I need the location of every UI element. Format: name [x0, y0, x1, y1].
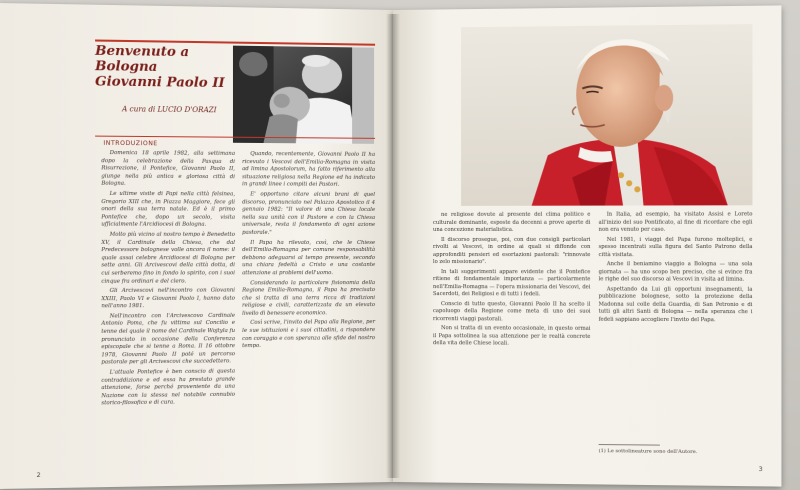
- pope-portrait-photo: [461, 24, 752, 206]
- left-page: [0, 3, 393, 489]
- paragraph: Considerando la particolare fisionomia della Regione Emilia-Romagna, il Papa ha precisato che si tratta di una terra ricca di tradizioni religiose e civili, caratterizzata da un elevato livello di benessere economico.: [242, 279, 376, 317]
- paragraph: Il discorso prosegue, poi, con due consigli particolari rivolti ai Vescovi, in ordine ai quali si diffonde con approfonditi pensieri ed esortazioni pastorali: "rinnovate lo zelo missionario".: [432, 236, 591, 266]
- article-credit: A cura di LUCIO D'ORAZI: [122, 105, 217, 115]
- left-column-2: [242, 151, 375, 353]
- booklet-spine: [386, 14, 400, 478]
- paragraph: Nell'incontro con l'Arcivescovo Cardinale Antonio Poma, che fu vittima sul Concilio e tenne del quale il nome del Cardinale Wojtyla fu pronunciato in occasione della Conferenza episcopale che si tenne a Roma. Il 16 ottobre 1978, Giovanni Paolo II poté un percorso pastorale per gli Arcivescovi che succedettero.: [101, 312, 236, 367]
- paragraph: Nel 1981, i viaggi del Papa furono molteplici, e spesso incentrati sulla figura del Santo Patrono della città visitata.: [598, 236, 753, 258]
- right-column-1: [433, 212, 590, 351]
- title-line-2: Giovanni Paolo II: [95, 74, 225, 92]
- paragraph: Non si tratta di un evento occasionale, in questo ormai il Papa sottolinea la sua attenzione per le realtà concrete della vita delle Chiese locali.: [432, 325, 591, 347]
- paragraph: ne religiose dovute al presente del clima politico e culturale dominante, esposte da decenni a prove aperte di una concezione materialistica.: [432, 211, 591, 233]
- paragraph: Conscio di tutto questo, Giovanni Paolo II ha scelto il capoluogo della Regione come meta di uno dei suoi ricorrenti viaggi pastorali.: [432, 300, 591, 322]
- paragraph: Anche il beniamino viaggio a Bologna — una sola giornata — ha uno scopo ben preciso, che si evince fra le righe del suo discorso ai Vescovi in visita ad limina.: [598, 261, 753, 283]
- left-column-1: [101, 150, 235, 411]
- page-number-left: 2: [36, 471, 41, 480]
- paragraph: Aspettando da Lui gli opportuni insegnamenti, la pubblicazione bolognese, sotto la protezione della Madonna sul colle della Guardia, di San Petronio e di tutti gli altri Santi di Bologna — nella speranza che i fedeli sappiano accogliere l'invito del Papa.: [598, 285, 753, 323]
- page-number-right: 3: [758, 465, 763, 474]
- footnote-rule: [599, 444, 660, 446]
- article-title: [95, 44, 229, 92]
- pope-with-child-photo: [233, 46, 374, 144]
- right-page: [393, 5, 781, 486]
- section-heading: INTRODUZIONE: [103, 139, 158, 148]
- title-line-1: Benvenuto a Bologna: [95, 43, 190, 76]
- paragraph: L'attuale Pontefice è ben conscio di questa contraddizione e ed essa ha prestato grande attenzione, forse perché proveniente da una Nazione con la stessa nel notabile connubio storico-filosofico e di cura.: [101, 368, 236, 407]
- paragraph: Domenica 18 aprile 1982, alla settimana dopo la celebrazione della Pasqua di Risurrezione, il Pontefice, Giovanni Paolo II, giunge nella più antica e gloriosa città di Bologna.: [101, 150, 236, 188]
- paragraph: Le ultime visite di Papi nella città felsinea, Gregorio XIII che, in Piazza Maggiore, fece gli onori della sua terra natale. Ed è il primo Pontefice che, dopo un secolo, visita ufficialmente l'Arcidiocesi di Bologna.: [101, 190, 236, 229]
- paragraph: Quando, recentemente, Giovanni Paolo II ha ricevuto i Vescovi dell'Emilia-Romagna in visita ad limina Apostolorum, ha fatto riferimento alla situazione religiosa nella Regione ed ha indicato in grandi linee i compiti dei Pastori.: [242, 150, 376, 189]
- paragraph: Il Papa ha rilevato, così, che le Chiese dell'Emilia-Romagna per comune responsabilità debbono adeguarsi al tempo presente, secondo una chiara fedeltà a Cristo e una costante attenzione ai problemi dell'uomo.: [242, 239, 376, 277]
- paragraph: Così scrive, l'invito del Papa alla Regione, per le sue istituzioni e i suoi cittadini, a rispondere con coraggio e con speranza alle sfide del nostro tempo.: [242, 319, 376, 350]
- paragraph: E' opportuno citare alcuni brani di quel discorso, pronunciato nel Palazzo Apostolico il 4 gennaio 1982: "Il valore di una Chiesa locale nella sua unità con il Pastore e con la Chiesa universale, resta il fondamento di ogni azione pastorale.": [242, 191, 376, 236]
- paragraph: Gli Arcivescovi nell'incontro con Giovanni XXIII, Paolo VI e Giovanni Paolo I, hanno dato nell'anno 1981.: [101, 287, 236, 310]
- paragraph: Molto più vicino al nostro tempo è Benedetto XV, il Cardinale della Chiesa, che dal Predecessore bolognese volle ancora il nome: il quale assai celebre Arcidiocesi di Bologna per sette anni. Gli Arcivescovi della città dotta, di cui serberemo fino in fondo lo spirito, con i suoi cinque fra ordinari e del clero.: [101, 231, 236, 285]
- footnote: (1) Le sottolineature sono dell'Autore.: [598, 448, 698, 456]
- right-column-2: [599, 211, 753, 326]
- paragraph: In Italia, ad esempio, ha visitato Assisi e Loreto all'inizio del suo Pontificato, al fine di ricordare che egli non era venuto per caso.: [598, 211, 753, 233]
- open-booklet: [8, 10, 780, 482]
- paragraph: In tali suggerimenti appare evidente che il Pontefice ritiene di fondamentale importanza — particolarmente nell'Emilia-Romagna — l'opera missionaria dei Vescovi, dei Sacerdoti, dei Religiosi e di tutti i fedeli.: [432, 268, 591, 298]
